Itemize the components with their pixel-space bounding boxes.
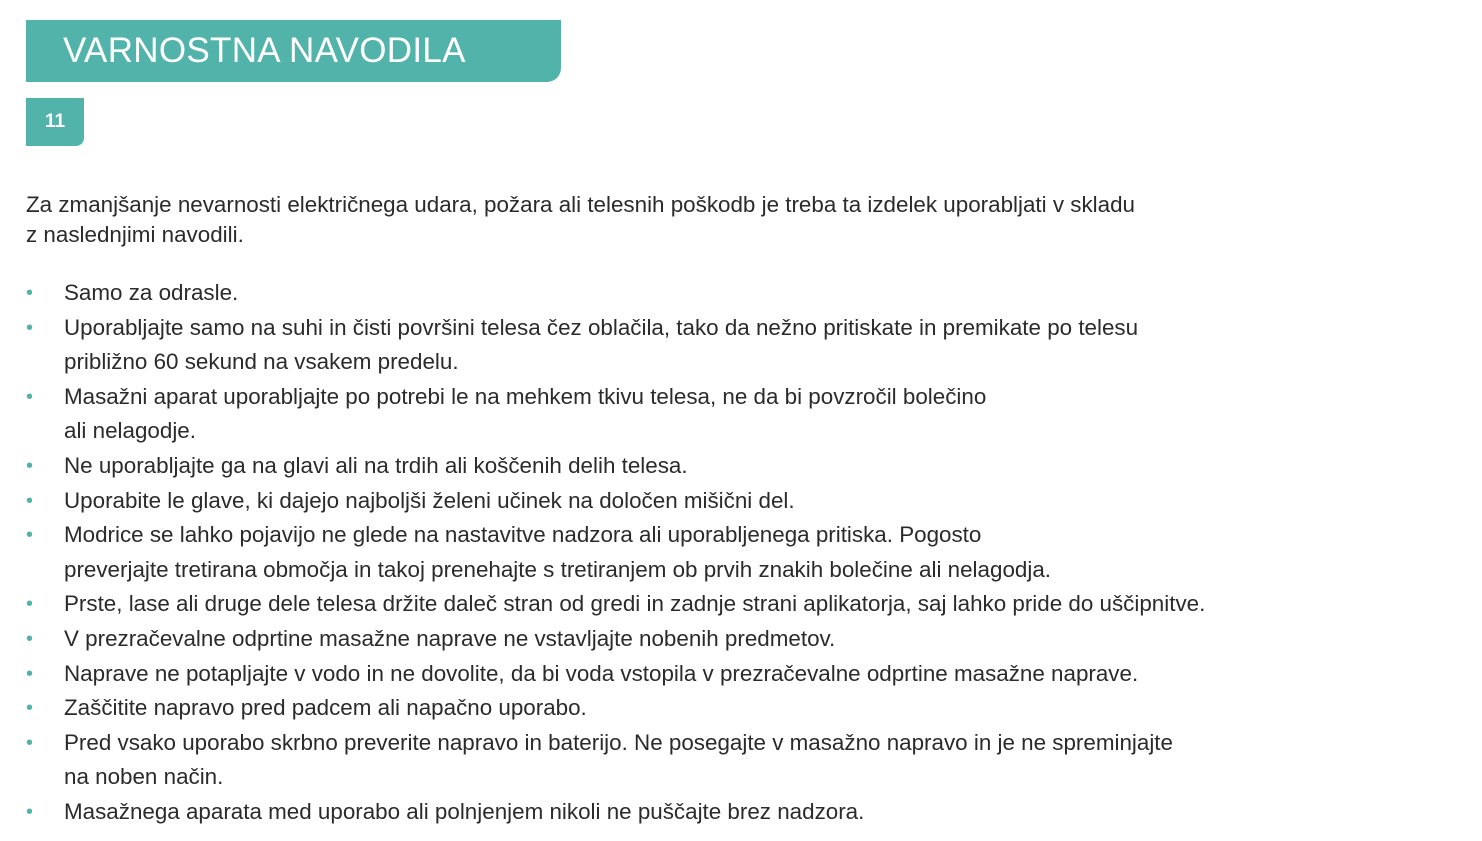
list-item-text: Ne uporabljajte ga na glavi ali na trdih ali koščenih delih telesa. [64, 452, 688, 478]
list-item-text: ali nelagodje. [64, 418, 196, 444]
list-item-text: V prezračevalne odprtine masažne naprave ne vstavljajte nobenih predmetov. [64, 625, 836, 651]
list-item-text: Modrice se lahko pojavijo ne glede na nastavitve nadzora ali uporabljenega pritiska. Pogosto [64, 522, 982, 548]
list-item-text: Uporabite le glave, ki dajejo najboljši želeni učinek na določen mišični del. [64, 487, 795, 513]
intro-paragraph [26, 190, 1446, 250]
list-item [26, 691, 1480, 726]
list-item [26, 449, 1480, 484]
list-item-text: Pred vsako uporabo skrbno preverite napravo in baterijo. Ne posegajte v masažno napravo in je ne spreminjajte [64, 729, 1173, 755]
bullet-dot-icon: • [26, 385, 34, 408]
bullet-dot-icon: • [26, 593, 34, 616]
bullet-dot-icon: • [26, 524, 34, 547]
list-item [26, 622, 1480, 657]
list-item-text: Naprave ne potapljajte v vodo in ne dovolite, da bi voda vstopila v prezračevalne odprtine masažne naprave. [64, 660, 1139, 686]
list-item-text: Zaščitite napravo pred padcem ali napačno uporabo. [64, 695, 587, 721]
list-item-text: preverjajte tretirana območja in takoj prenehajte s tretiranjem ob prvih znakih bolečine ali nelagodja. [64, 556, 1051, 582]
bullet-dot-icon: • [26, 697, 34, 720]
list-item [26, 657, 1480, 692]
list-item-text: na noben način. [64, 764, 224, 790]
bullet-dot-icon: • [26, 800, 34, 823]
list-item [26, 484, 1480, 519]
safety-instructions-list [26, 276, 1480, 830]
bullet-dot-icon: • [26, 731, 34, 754]
list-item [26, 276, 1480, 311]
page-number-badge: 11 [26, 98, 84, 146]
list-item-text: Samo za odrasle. [64, 280, 239, 305]
list-item [26, 380, 1480, 449]
bullet-dot-icon: • [26, 489, 34, 512]
list-item-text: Masažni aparat uporabljajte po potrebi le na mehkem tkivu telesa, ne da bi povzročil bolečino [64, 383, 987, 409]
list-item-text: približno 60 sekund na vsakem predelu. [64, 349, 459, 375]
list-item-text: Masažnega aparata med uporabo ali polnjenjem nikoli ne puščajte brez nadzora. [64, 798, 865, 824]
bullet-dot-icon: • [26, 316, 34, 339]
bullet-dot-icon: • [26, 282, 34, 304]
list-item [26, 587, 1480, 622]
list-item-text: Uporabljajte samo na suhi in čisti površini telesa čez oblačila, tako da nežno pritiskate in premikate po telesu [64, 314, 1139, 340]
list-item [26, 726, 1480, 795]
section-title-banner [26, 20, 561, 82]
bullet-dot-icon: • [26, 627, 34, 650]
list-item [26, 518, 1480, 587]
list-item [26, 795, 1480, 830]
intro-line: z naslednjimi navodili. [26, 222, 244, 247]
bullet-dot-icon: • [26, 662, 34, 685]
list-item-text: Prste, lase ali druge dele telesa držite daleč stran od gredi in zadnje strani aplikatorja, saj lahko pride do uščipnitve. [64, 591, 1206, 617]
bullet-dot-icon: • [26, 454, 34, 477]
intro-line: Za zmanjšanje nevarnosti električnega udara, požara ali telesnih poškodb je treba ta izdelek uporabljati v skladu [26, 192, 1135, 217]
section-title: VARNOSTNA NAVODILA [63, 31, 466, 70]
list-item [26, 311, 1480, 380]
